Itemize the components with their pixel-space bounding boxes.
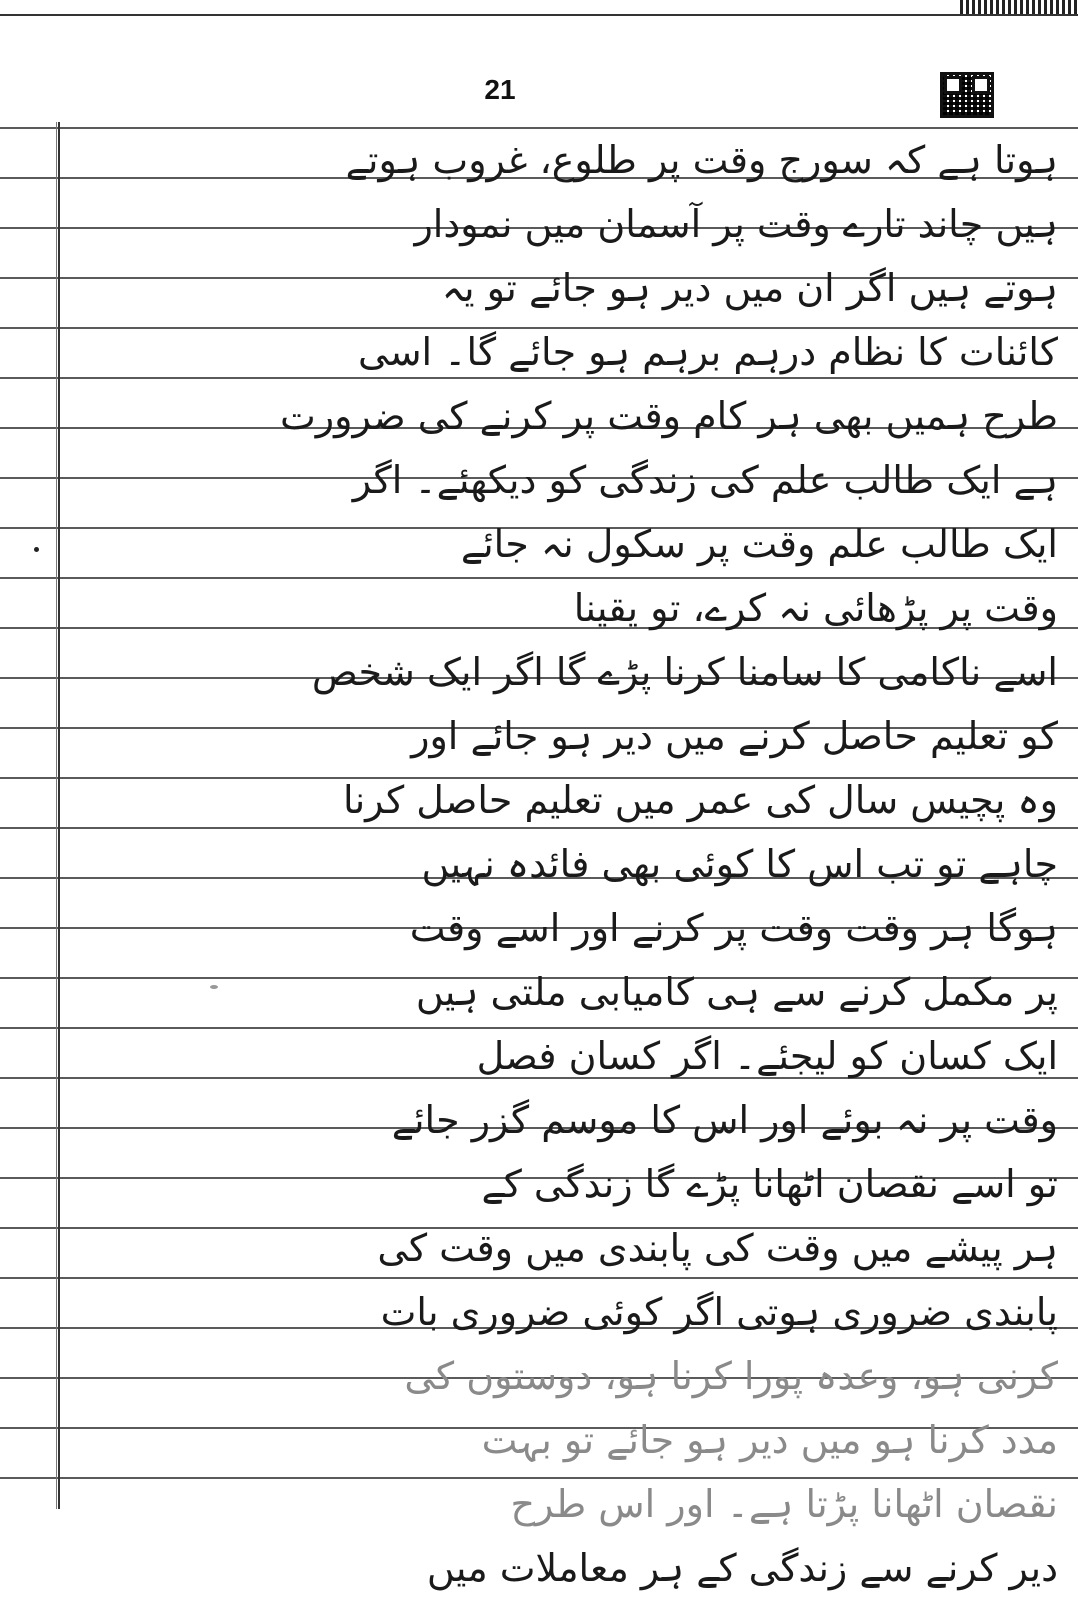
margin-line: [58, 122, 60, 1509]
text-line: کو تعلیم حاصل کرنے میں دیر ہو جائے اور: [411, 714, 1058, 758]
text-line: ہر پیشے میں وقت کی پابندی میں وقت کی: [377, 1226, 1058, 1270]
text-line: ایک کسان کو لیجئے۔ اگر کسان فصل: [476, 1034, 1058, 1078]
text-line: ہوتا ہے کہ سورج وقت پر طلوع، غروب ہوتے: [345, 138, 1058, 182]
top-border-pattern: [960, 0, 1078, 14]
text-line: ہوگا ہر وقت وقت پر کرنے اور اسے وقت: [409, 906, 1058, 950]
handwritten-text: [68, 128, 1068, 1600]
text-line: اسے ناکامی کا سامنا کرنا پڑے گا اگر ایک شخص: [311, 650, 1058, 694]
text-line: ہیں چاند تارے وقت پر آسمان میں نمودار: [414, 202, 1058, 246]
text-line: وہ پچیس سال کی عمر میں تعلیم حاصل کرنا: [343, 778, 1058, 822]
text-line: وقت پر نہ بوئے اور اس کا موسم گزر جائے: [391, 1098, 1058, 1142]
text-line: کائنات کا نظام درہم برہم ہو جائے گا۔ اسی: [358, 330, 1058, 374]
binder-dot: [34, 547, 39, 552]
text-line: کرنی ہو، وعدہ پورا کرنا ہو، دوستوں کی: [404, 1354, 1058, 1398]
text-line: طرح ہمیں بھی ہر کام وقت پر کرنے کی ضرورت: [279, 394, 1058, 438]
text-line: دیر کرنے سے زندگی کے ہر معاملات میں: [426, 1546, 1058, 1590]
text-line: چاہے تو تب اس کا کوئی بھی فائدہ نہیں: [421, 842, 1058, 886]
text-line: وقت پر پڑھائی نہ کرے، تو یقینا: [573, 586, 1058, 630]
text-line: ہوتے ہیں اگر ان میں دیر ہو جائے تو یہ: [441, 266, 1058, 310]
qr-code-icon: [940, 72, 994, 118]
text-line: پر مکمل کرنے سے ہی کامیابی ملتی ہیں: [415, 970, 1058, 1014]
text-line: ایک طالب علم وقت پر سکول نہ جائے: [460, 522, 1058, 566]
text-line: تو اسے نقصان اٹھانا پڑے گا زندگی کے: [481, 1162, 1058, 1206]
margin-line-inner: [56, 122, 57, 1509]
top-rule: [0, 14, 1078, 16]
text-line: مدد کرنا ہو میں دیر ہو جائے تو بہت: [481, 1418, 1058, 1462]
page-number: 21: [484, 74, 516, 105]
text-line: نقصان اٹھانا پڑتا ہے۔ اور اس طرح: [510, 1482, 1058, 1526]
text-line: ہے ایک طالب علم کی زندگی کو دیکھئے۔ اگر: [352, 458, 1058, 502]
text-line: پابندی ضروری ہوتی اگر کوئی ضروری بات: [380, 1290, 1058, 1334]
